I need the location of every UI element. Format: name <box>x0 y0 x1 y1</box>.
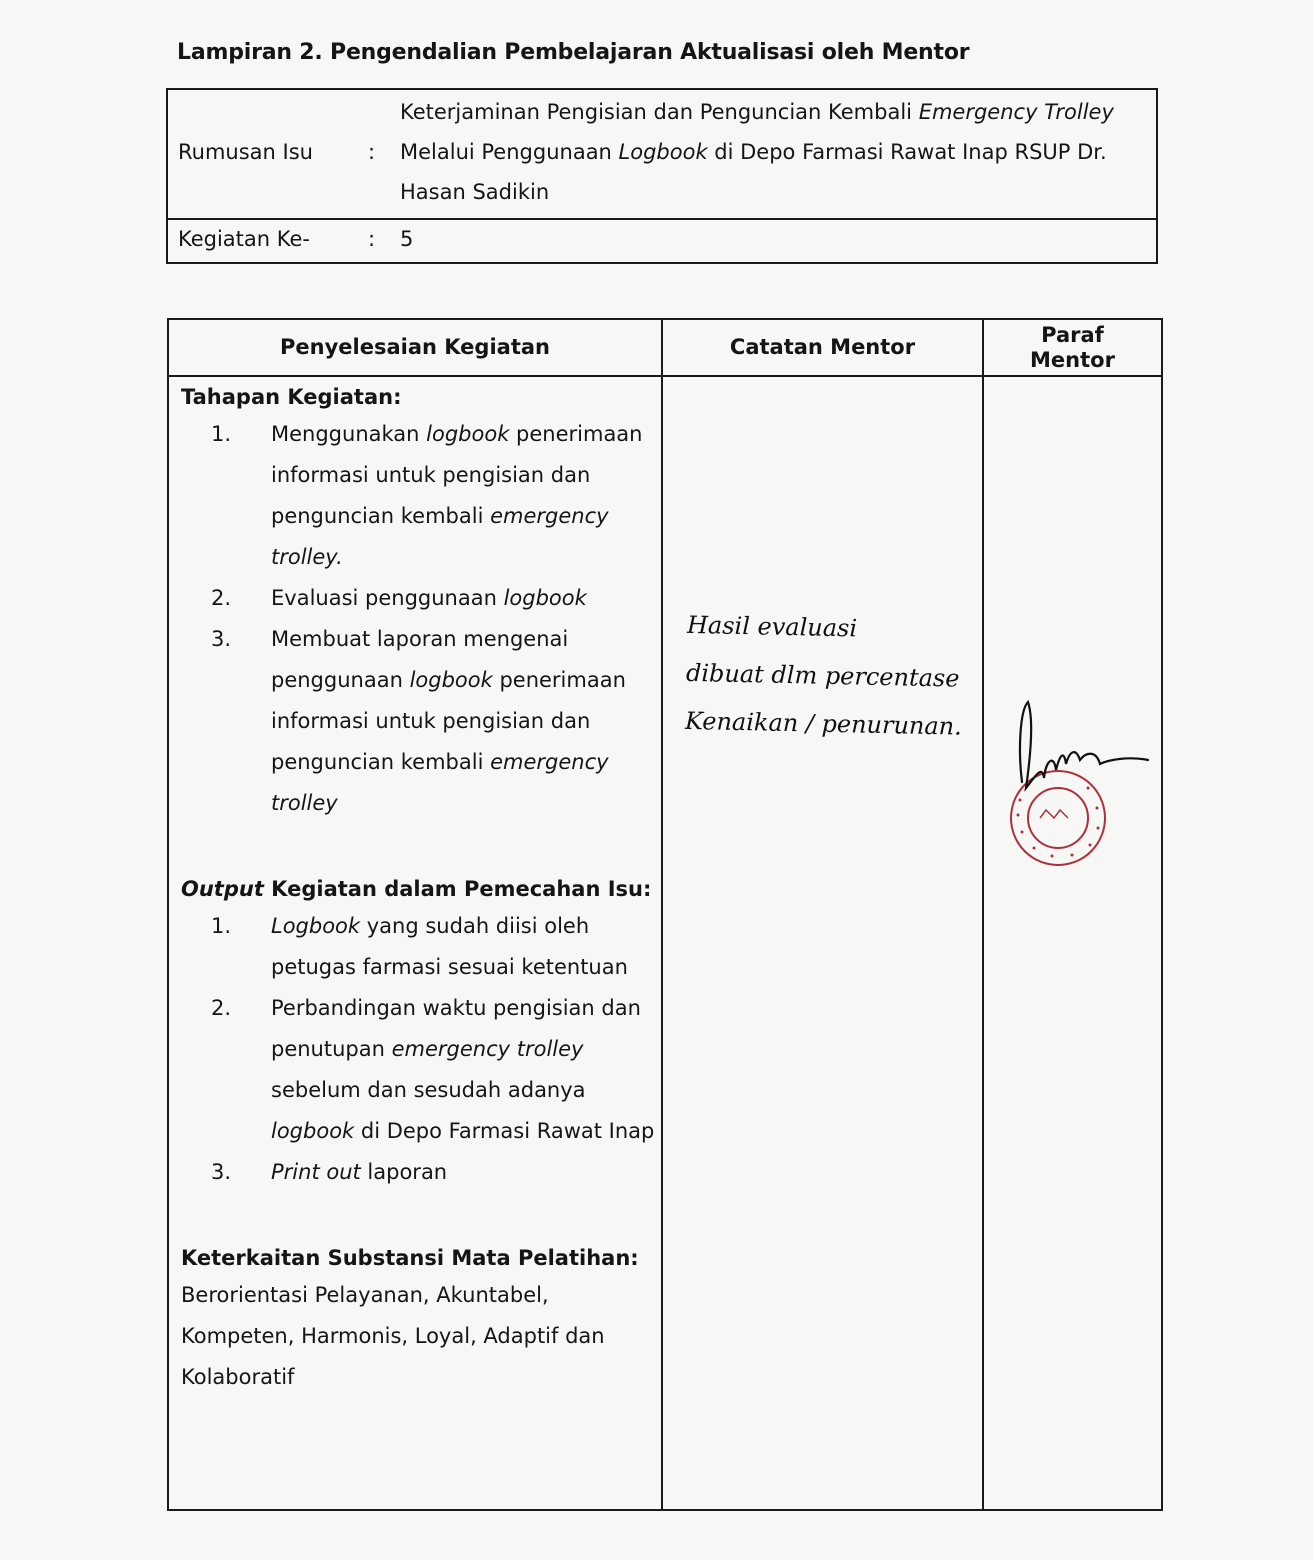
rumusan-isu-label: Rumusan Isu <box>178 140 313 164</box>
mentor-handwritten-note: Hasil evaluasi dibuat dlm percentase Kenaikan / penurunan. <box>684 610 963 741</box>
kegiatan-ke-value: 5 <box>400 227 414 251</box>
page-heading: Lampiran 2. Pengendalian Pembelajaran Aktualisasi oleh Mentor <box>177 40 970 65</box>
colon: : <box>368 140 376 164</box>
list-item: 1. Menggunakan logbook penerimaan informasi untuk pengisian dan penguncian kembali emergency trolley. <box>211 422 643 569</box>
output-list <box>181 906 661 1193</box>
keterkaitan-text: Berorientasi Pelayanan, Akuntabel, Kompeten, Harmonis, Loyal, Adaptif dan Kolaboratif <box>181 1283 605 1389</box>
rumusan-isu-value: Keterjaminan Pengisian dan Penguncian Kembali Emergency Trolley Melalui Penggunaan Logbook di Depo Farmasi Rawat Inap RSUP Dr. Hasan Sadikin <box>400 100 1114 204</box>
column-divider <box>661 320 663 1509</box>
keterkaitan-heading: Keterkaitan Substansi Mata Pelatihan: <box>181 1246 639 1270</box>
column-divider <box>982 320 984 1509</box>
rumusan-isu-row <box>168 90 1156 220</box>
list-item: 1. Logbook yang sudah diisi oleh petugas farmasi sesuai ketentuan <box>211 914 628 979</box>
issue-info-table <box>166 88 1158 264</box>
kegiatan-ke-row <box>168 218 1156 262</box>
list-item: 3. Print out laporan <box>211 1160 448 1184</box>
output-heading: Output Kegiatan dalam Pemecahan Isu: <box>181 877 652 901</box>
mentor-control-table <box>167 318 1163 1511</box>
kegiatan-ke-label: Kegiatan Ke- <box>178 227 310 251</box>
tahapan-heading: Tahapan Kegiatan: <box>181 385 402 409</box>
colon: : <box>368 227 376 251</box>
header-catatan-mentor: Catatan Mentor <box>729 335 916 359</box>
header-paraf-mentor: Paraf Mentor <box>1030 322 1115 372</box>
penyelesaian-kegiatan-content <box>181 380 661 1398</box>
list-item: 2. Perbandingan waktu pengisian dan penutupan emergency trolley sebelum dan sesudah adanya logbook di Depo Farmasi Rawat Inap <box>211 996 655 1143</box>
header-penyelesaian-kegiatan: Penyelesaian Kegiatan <box>280 335 550 359</box>
mentor-signature-stamp <box>1000 690 1160 870</box>
header-divider <box>169 375 1161 377</box>
list-item: 2. Evaluasi penggunaan logbook <box>211 586 587 610</box>
list-item: 3. Membuat laporan mengenai penggunaan logbook penerimaan informasi untuk pengisian dan penguncian kembali emergency trolley <box>211 627 626 815</box>
tahapan-list <box>181 414 661 824</box>
